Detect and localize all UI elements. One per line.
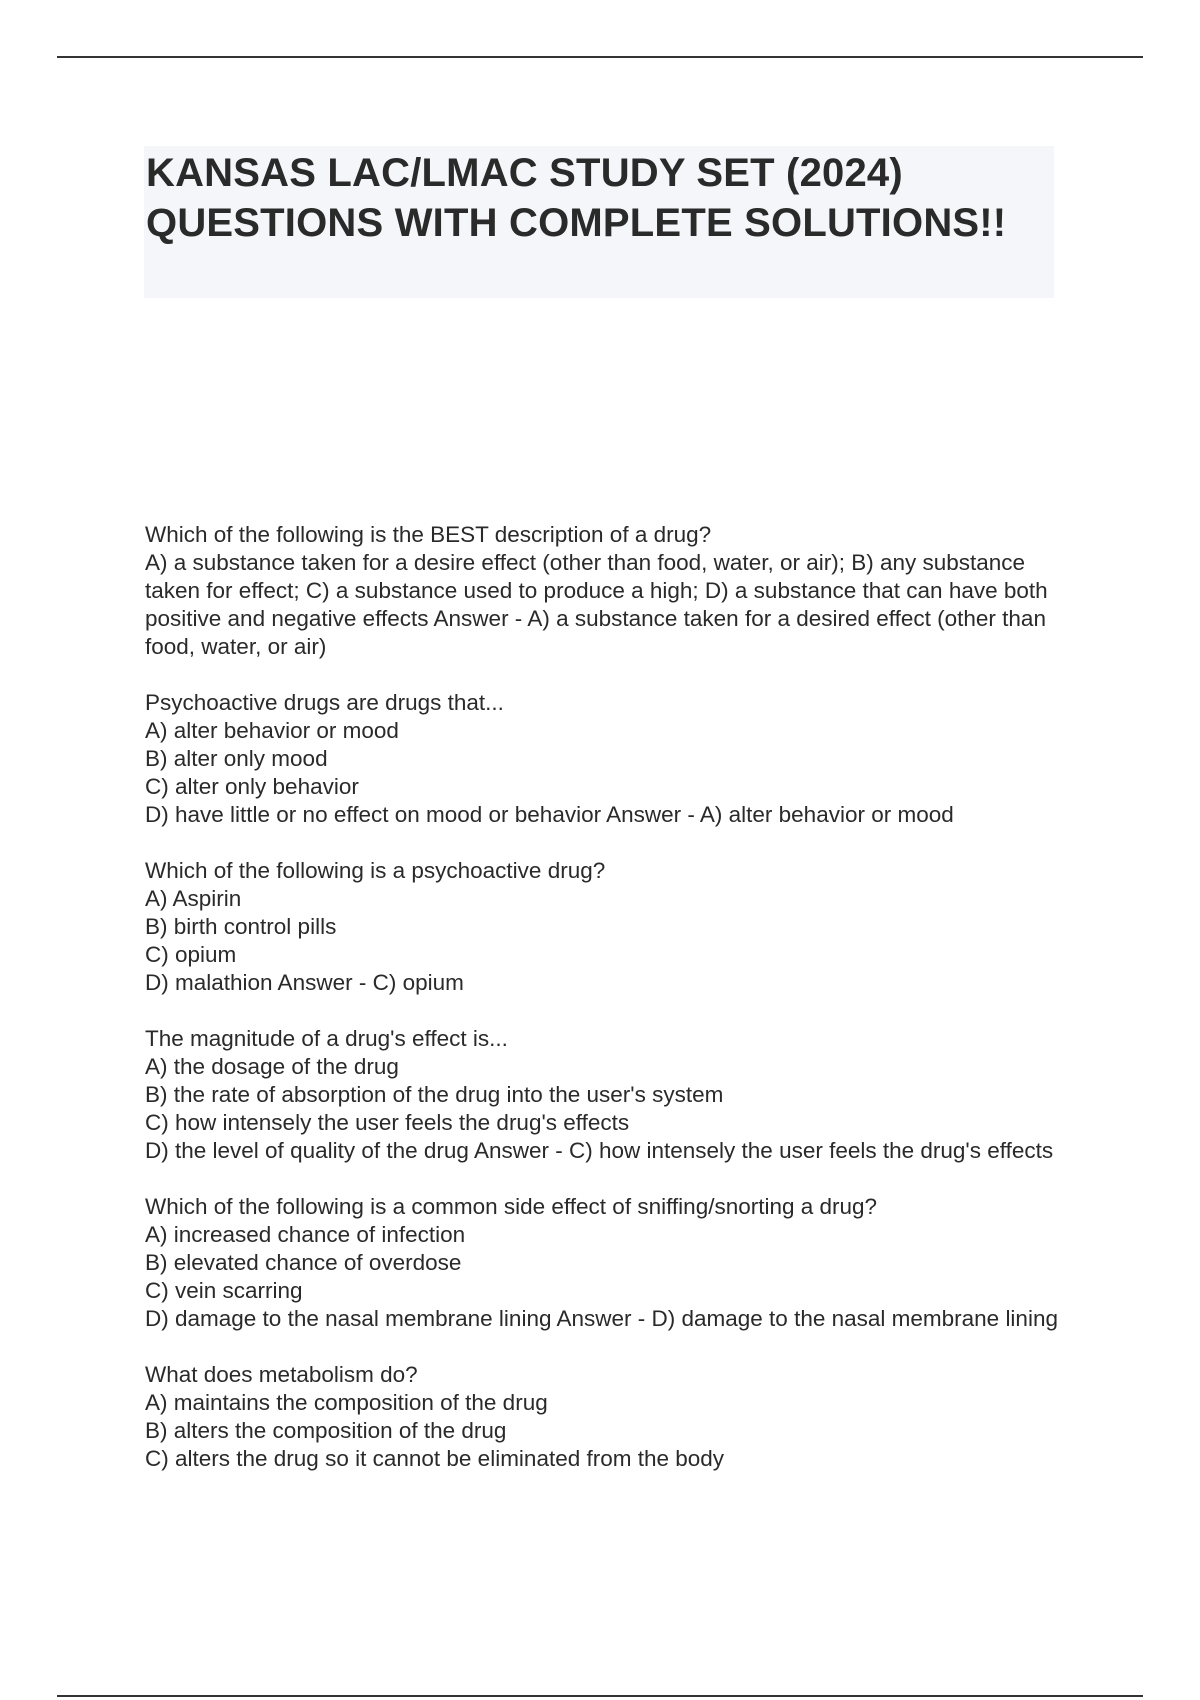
question-prompt: Which of the following is a psychoactive drug? [145, 858, 606, 883]
question-prompt: The magnitude of a drug's effect is... [145, 1026, 508, 1051]
answer-option: C) alter only behavior [145, 774, 359, 799]
answer-option: D) the level of quality of the drug Answer - C) how intensely the user feels the drug's effects [145, 1138, 1054, 1163]
answer-option: D) damage to the nasal membrane lining Answer - D) damage to the nasal membrane lining [145, 1306, 1058, 1331]
question-block [145, 1025, 1065, 1165]
document-title: KANSAS LAC/LMAC STUDY SET (2024) QUESTIONS WITH COMPLETE SOLUTIONS!! [146, 151, 1007, 245]
answer-option: A) increased chance of infection [145, 1222, 466, 1247]
question-prompt: Which of the following is a common side effect of sniffing/snorting a drug? [145, 1194, 878, 1219]
question-block [145, 857, 1065, 997]
answer-option: B) the rate of absorption of the drug into the user's system [145, 1082, 724, 1107]
question-prompt: What does metabolism do? [145, 1362, 418, 1387]
top-divider [57, 56, 1143, 58]
question-block [145, 1193, 1065, 1333]
answer-option: D) have little or no effect on mood or behavior Answer - A) alter behavior or mood [145, 802, 954, 827]
question-block [145, 689, 1065, 829]
answer-option: B) alter only mood [145, 746, 328, 771]
bottom-divider [57, 1695, 1143, 1697]
question-block [145, 1361, 1065, 1473]
answer-option: A) maintains the composition of the drug [145, 1390, 548, 1415]
answer-option: C) vein scarring [145, 1278, 303, 1303]
question-block [145, 521, 1065, 661]
question-prompt: Psychoactive drugs are drugs that... [145, 690, 504, 715]
answer-option: C) alters the drug so it cannot be eliminated from the body [145, 1446, 725, 1471]
answer-option: C) how intensely the user feels the drug's effects [145, 1110, 630, 1135]
answer-option: B) alters the composition of the drug [145, 1418, 507, 1443]
answer-option: B) elevated chance of overdose [145, 1250, 462, 1275]
question-body: A) a substance taken for a desire effect (other than food, water, or air); B) any substance taken for effect; C) a substance used to produce a high; D) a substance that can have both positive and negative effects Answer - A) a substance taken for a desired effect (other than food, water, or air) [145, 550, 1048, 659]
answer-option: D) malathion Answer - C) opium [145, 970, 464, 995]
answer-option: A) Aspirin [145, 886, 242, 911]
question-prompt: Which of the following is the BEST description of a drug? [145, 522, 712, 547]
title-banner [144, 146, 1054, 298]
answer-option: A) the dosage of the drug [145, 1054, 399, 1079]
answer-option: A) alter behavior or mood [145, 718, 399, 743]
question-list [145, 521, 1065, 1501]
answer-option: C) opium [145, 942, 237, 967]
answer-option: B) birth control pills [145, 914, 337, 939]
